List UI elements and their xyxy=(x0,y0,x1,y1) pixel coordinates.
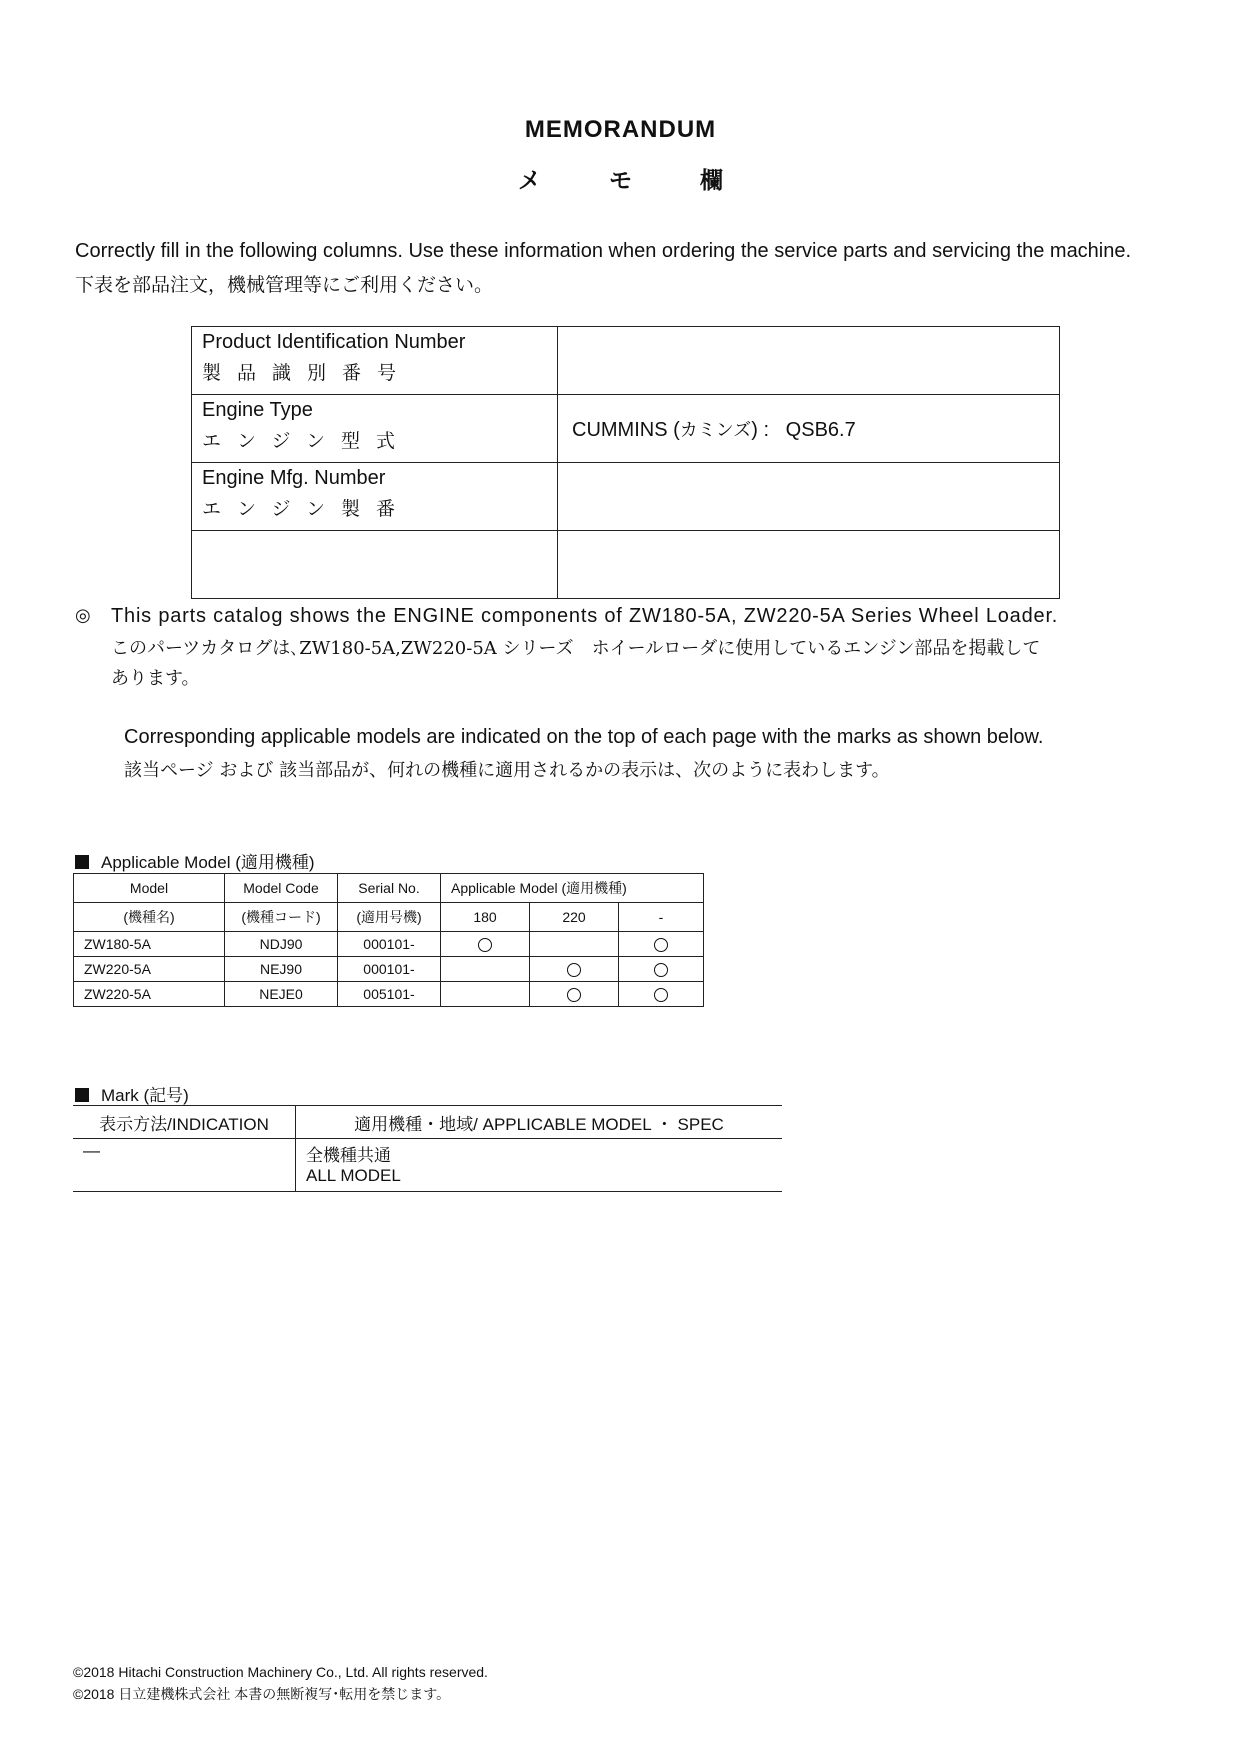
engine-mfg-value-field[interactable] xyxy=(558,463,1060,531)
intro-text-japanese: 下表を部品注文，機械管理等にご利用ください。 xyxy=(75,274,494,296)
applicable-model-heading xyxy=(75,848,315,873)
col-header-applicable-spec xyxy=(296,1106,783,1139)
product-id-value-field[interactable] xyxy=(558,327,1060,395)
applicable-circle-icon xyxy=(654,988,668,1002)
cell-model: ZW220-5A xyxy=(74,957,225,982)
description-ja: 全機種共通 xyxy=(306,1146,391,1166)
header-en: / APPLICABLE MODEL ・ SPEC xyxy=(473,1114,724,1134)
table-row xyxy=(192,327,1060,395)
note-bullet: ◎ xyxy=(75,605,91,625)
square-bullet-icon xyxy=(75,855,89,869)
cell-mark xyxy=(441,982,530,1007)
heading-text: Applicable Model (適用機種) xyxy=(101,853,315,872)
title-ja-char: モ xyxy=(609,168,632,194)
cell-mark xyxy=(619,932,704,957)
title-ja-char: 欄 xyxy=(700,168,723,194)
applicable-note-ja: 該当ページ および 該当部品が、何れの機種に適用されるかの表示は、次のように表わします。 xyxy=(124,760,890,781)
applicable-circle-icon xyxy=(654,938,668,952)
applicable-circle-icon xyxy=(478,938,492,952)
header-ja: 適用機種・地域 xyxy=(354,1114,474,1135)
intro-text: Correctly fill in the following columns. Use these information when ordering the service parts and servicing the machine. xyxy=(75,240,1132,262)
cell-symbol: — xyxy=(73,1139,296,1192)
label-ja: エンジン製番 xyxy=(202,498,412,520)
mark-heading xyxy=(75,1081,189,1106)
col-header-code-ja: (機種コード) xyxy=(225,903,338,932)
title-ja-char: メ xyxy=(518,168,541,194)
table-row xyxy=(74,982,704,1007)
cell-description xyxy=(296,1139,783,1192)
cell-mark xyxy=(619,957,704,982)
cell-code: NDJ90 xyxy=(225,932,338,957)
cell-model: ZW180-5A xyxy=(74,932,225,957)
col-header-220: 220 xyxy=(530,903,619,932)
applicable-note: Corresponding applicable models are indicated on the top of each page with the marks as shown below. xyxy=(124,726,1044,748)
heading-text: Mark (記号) xyxy=(101,1086,189,1105)
copyright-ja: ©2018 日立建機株式会社 本書の無断複写･転用を禁じます。 xyxy=(73,1686,451,1702)
col-header-model-ja: (機種名) xyxy=(74,903,225,932)
cell-code: NEJE0 xyxy=(225,982,338,1007)
cell-code: NEJ90 xyxy=(225,957,338,982)
col-header-180: 180 xyxy=(441,903,530,932)
cell-mark xyxy=(619,982,704,1007)
page-title-japanese xyxy=(0,162,1241,195)
header-en: /INDICATION xyxy=(167,1114,269,1134)
cell-mark xyxy=(441,957,530,982)
engine-type-label xyxy=(192,395,558,463)
applicable-circle-icon xyxy=(654,963,668,977)
square-bullet-icon xyxy=(75,1088,89,1102)
col-header-all: - xyxy=(619,903,704,932)
mark-table xyxy=(73,1105,782,1192)
engine-brand: CUMMINS ( xyxy=(572,418,680,441)
table-row xyxy=(74,932,704,957)
table-row xyxy=(73,1139,782,1192)
blank-value-field[interactable] xyxy=(558,531,1060,599)
cell-model: ZW220-5A xyxy=(74,982,225,1007)
blank-label-field[interactable] xyxy=(192,531,558,599)
page-title: MEMORANDUM xyxy=(524,116,717,143)
label-ja: エンジン型式 xyxy=(202,430,412,452)
cell-mark xyxy=(530,957,619,982)
engine-brand-ja: カミンズ xyxy=(679,419,752,441)
col-header-indication xyxy=(73,1106,296,1139)
table-header-row xyxy=(73,1106,782,1139)
catalog-note-ja-line2: あります。 xyxy=(111,668,200,689)
applicable-circle-icon xyxy=(567,988,581,1002)
col-header-applicable: Applicable Model (適用機種) xyxy=(441,874,704,903)
catalog-note-ja-line1: このパーツカタログは､ZW180-5A,ZW220-5A シリーズ ホイールローダに使用しているエンジン部品を掲載して xyxy=(111,638,1041,659)
cell-serial: 005101- xyxy=(338,982,441,1007)
cell-mark xyxy=(530,982,619,1007)
header-ja: 表示方法 xyxy=(99,1114,168,1135)
cell-serial: 000101- xyxy=(338,932,441,957)
label-en: Product Identification Number xyxy=(202,331,466,353)
table-header-row xyxy=(74,874,704,903)
copyright-en: ©2018 Hitachi Construction Machinery Co., Ltd. All rights reserved. xyxy=(73,1664,488,1680)
table-row xyxy=(192,395,1060,463)
description-en: ALL MODEL xyxy=(306,1166,401,1185)
col-header-code: Model Code xyxy=(225,874,338,903)
label-ja: 製品識別番号 xyxy=(202,362,413,384)
engine-model: ) : QSB6.7 xyxy=(751,418,856,441)
engine-mfg-label xyxy=(192,463,558,531)
table-row xyxy=(74,957,704,982)
engine-type-value xyxy=(558,395,1060,463)
cell-serial: 000101- xyxy=(338,957,441,982)
col-header-serial-ja: (適用号機) xyxy=(338,903,441,932)
table-row xyxy=(192,463,1060,531)
catalog-note: This parts catalog shows the ENGINE components of ZW180-5A, ZW220-5A Series Wheel Loader. xyxy=(111,605,1059,627)
table-row xyxy=(192,531,1060,599)
col-header-serial: Serial No. xyxy=(338,874,441,903)
cell-mark xyxy=(441,932,530,957)
label-en: Engine Mfg. Number xyxy=(202,467,386,489)
product-id-label xyxy=(192,327,558,395)
applicable-circle-icon xyxy=(567,963,581,977)
col-header-model: Model xyxy=(74,874,225,903)
label-en: Engine Type xyxy=(202,399,313,421)
table-header-row xyxy=(74,903,704,932)
applicable-model-table xyxy=(73,873,704,1007)
identification-table xyxy=(191,326,1060,599)
cell-mark xyxy=(530,932,619,957)
